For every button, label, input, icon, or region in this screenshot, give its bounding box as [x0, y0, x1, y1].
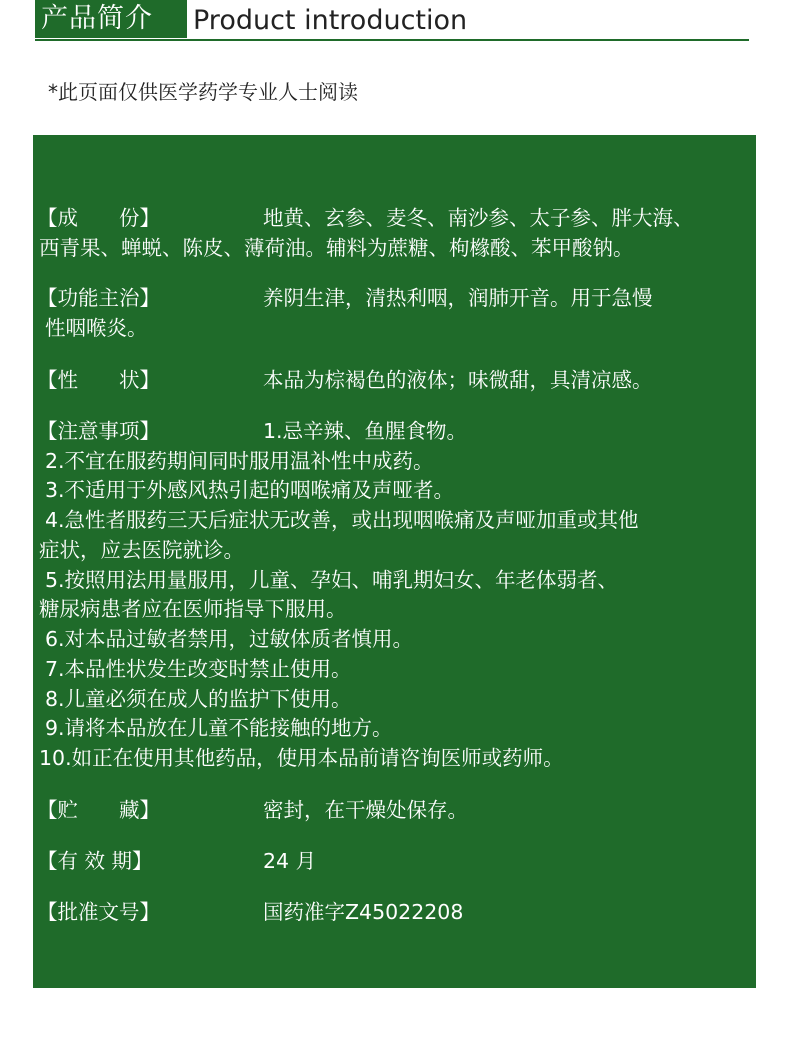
precautions-item-text: 4.急性者服药三天后症状无改善，或出现咽喉痛及声哑加重或其他 — [45, 508, 639, 532]
indications-value-line1: 养阴生津，清热利咽，润肺开音。用于急慢 — [263, 286, 653, 310]
precautions-item-text: 症状，应去医院就诊。 — [39, 538, 244, 562]
ingredients-value-line1: 地黄、玄参、麦冬、南沙参、太子参、胖大海、 — [263, 206, 694, 230]
precautions-item-text: 8.儿童必须在成人的监护下使用。 — [45, 687, 352, 711]
storage-label: 【贮 藏】 — [37, 798, 160, 822]
precautions-label: 【注意事项】 — [37, 419, 160, 443]
precautions-item-text: 10.如正在使用其他药品，使用本品前请咨询医师或药师。 — [39, 746, 564, 770]
approval-value: 国药准字Z45022208 — [263, 900, 464, 924]
ingredients-value-line2: 西青果、蝉蜕、陈皮、薄荷油。辅料为蔗糖、枸橼酸、苯甲酸钠。 — [39, 236, 634, 260]
appearance-label: 【性 状】 — [37, 368, 160, 392]
precautions-item-text: 7.本品性状发生改变时禁止使用。 — [45, 657, 352, 681]
approval-label: 【批准文号】 — [37, 900, 160, 924]
precautions-item-text: 6.对本品过敏者禁用，过敏体质者慎用。 — [45, 627, 414, 651]
validity-label: 【有 效 期】 — [37, 849, 153, 873]
validity-value: 24 月 — [263, 849, 317, 873]
professional-notice: *此页面仅供医学药学专业人士阅读 — [48, 80, 358, 104]
product-info-panel — [33, 135, 756, 988]
header-title-en: Product introduction — [193, 5, 468, 36]
ingredients-label: 【成 份】 — [37, 206, 160, 230]
indications-value-line2: 性咽喉炎。 — [45, 316, 148, 340]
precautions-item-text: 3.不适用于外感风热引起的咽喉痛及声哑者。 — [45, 478, 455, 502]
header-title-cn: 产品简介 — [35, 0, 187, 38]
storage-value: 密封，在干燥处保存。 — [263, 798, 468, 822]
precautions-item-text: 2.不宜在服药期间同时服用温补性中成药。 — [45, 449, 434, 473]
indications-label: 【功能主治】 — [37, 286, 160, 310]
header-divider — [35, 39, 749, 41]
precautions-item-text: 9.请将本品放在儿童不能接触的地方。 — [45, 716, 393, 740]
precautions-item-text: 5.按照用法用量服用，儿童、孕妇、哺乳期妇女、年老体弱者、 — [45, 568, 619, 592]
appearance-value: 本品为棕褐色的液体；味微甜，具清凉感。 — [263, 368, 653, 392]
precautions-item-text: 糖尿病患者应在医师指导下服用。 — [39, 597, 347, 621]
precautions-item-1: 1.忌辛辣、鱼腥食物。 — [263, 419, 468, 443]
